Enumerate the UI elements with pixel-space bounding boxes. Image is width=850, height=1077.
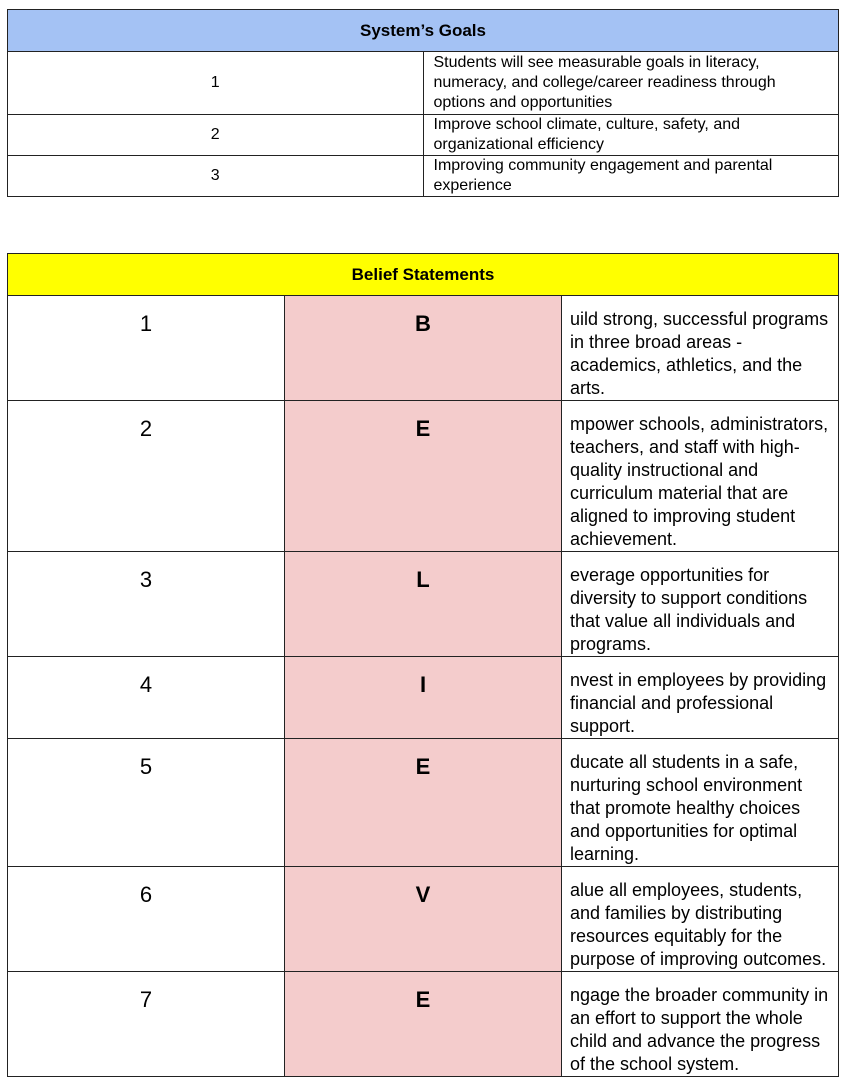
belief-number: 2: [8, 401, 285, 552]
belief-letter: L: [285, 552, 562, 657]
table-row: [8, 739, 839, 867]
belief-number: 7: [8, 972, 285, 1077]
table-row: [8, 52, 839, 115]
table-row: [8, 401, 839, 552]
table-row: [8, 972, 839, 1077]
goal-text: Students will see measurable goals in literacy, numeracy, and college/career readiness through options and opportunities: [423, 52, 839, 115]
belief-letter: V: [285, 867, 562, 972]
table-row: [8, 657, 839, 739]
belief-letter: B: [285, 296, 562, 401]
belief-letter: E: [285, 739, 562, 867]
goal-number: 1: [8, 52, 424, 115]
beliefs-title: Belief Statements: [8, 254, 839, 296]
goal-text: Improving community engagement and parental experience: [423, 156, 839, 197]
belief-number: 6: [8, 867, 285, 972]
goals-header-row: [8, 10, 839, 52]
table-row: [8, 156, 839, 197]
goal-number: 2: [8, 115, 424, 156]
belief-letter: E: [285, 401, 562, 552]
belief-number: 1: [8, 296, 285, 401]
belief-text: alue all employees, students, and families by distributing resources equitably for the purpose of improving outcomes.: [562, 867, 839, 972]
table-row: [8, 296, 839, 401]
table-row: [8, 115, 839, 156]
belief-text: everage opportunities for diversity to support conditions that value all individuals and programs.: [562, 552, 839, 657]
belief-letter: I: [285, 657, 562, 739]
table-row: [8, 552, 839, 657]
goals-title: System’s Goals: [8, 10, 839, 52]
beliefs-header-row: [8, 254, 839, 296]
system-goals-table: [7, 9, 839, 197]
belief-text: nvest in employees by providing financial and professional support.: [562, 657, 839, 739]
goal-text: Improve school climate, culture, safety, and organizational efficiency: [423, 115, 839, 156]
belief-number: 4: [8, 657, 285, 739]
belief-text: uild strong, successful programs in three broad areas - academics, athletics, and the arts.: [562, 296, 839, 401]
belief-letter: E: [285, 972, 562, 1077]
belief-text: mpower schools, administrators, teachers, and staff with high-quality instructional and curriculum material that are aligned to improving student achievement.: [562, 401, 839, 552]
table-row: [8, 867, 839, 972]
goal-number: 3: [8, 156, 424, 197]
belief-number: 5: [8, 739, 285, 867]
belief-number: 3: [8, 552, 285, 657]
belief-statements-table: [7, 253, 839, 1077]
belief-text: ngage the broader community in an effort to support the whole child and advance the progress of the school system.: [562, 972, 839, 1077]
belief-text: ducate all students in a safe, nurturing school environment that promote healthy choices and opportunities for optimal learning.: [562, 739, 839, 867]
